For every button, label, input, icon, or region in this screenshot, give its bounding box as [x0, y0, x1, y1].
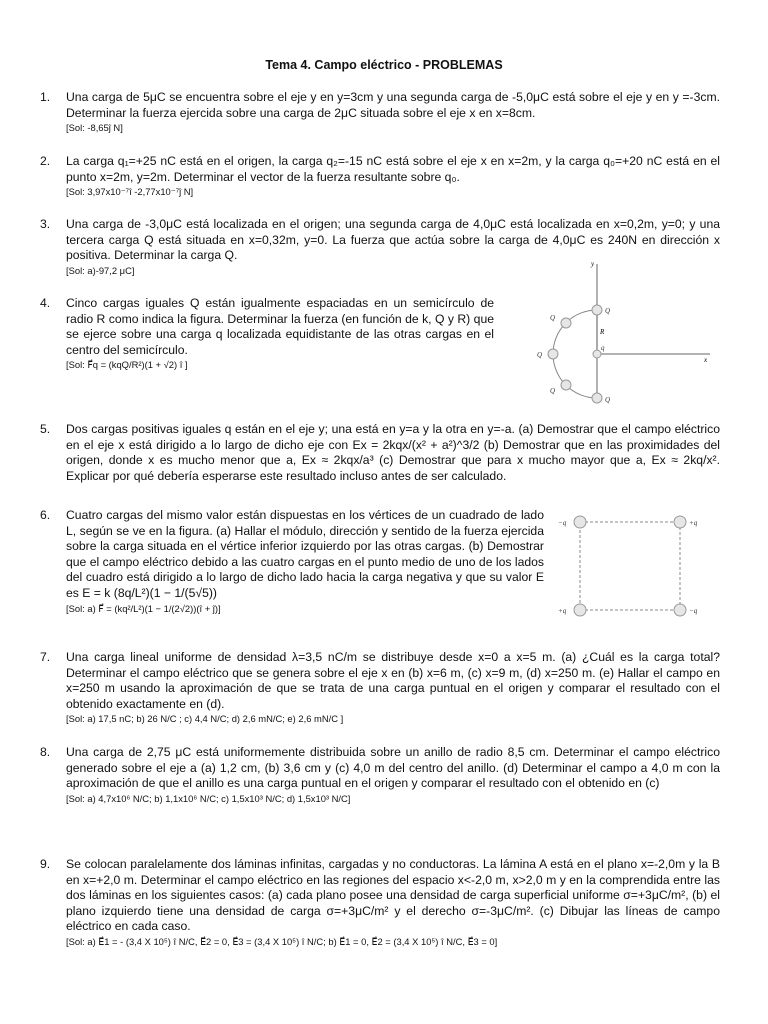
problem-number: 5.	[40, 422, 51, 436]
radius-label: R	[600, 328, 605, 336]
problem-solution: [Sol: a) E⃗1 = - (3,4 X 10⁵) î N/C, E⃗2 = 0, E⃗3 = (3,4 X 10⁵) î N/C; b) E⃗1 = 0, E⃗2 = (3,4 X 10⁵) î N/C, E⃗3 = 0]	[66, 935, 498, 947]
problem-number: 2.	[40, 154, 51, 168]
problem-number: 3.	[40, 217, 51, 231]
problem-text: Cinco cargas iguales Q están igualmente espaciadas en un semicírculo de radio R como indica la figura. Determinar la fuerza (en función de k, Q y R) que se ejerce sobre una carga q localizada equidistante de las otras cargas en el centro del semicírculo.	[66, 296, 494, 357]
charge-label: Q	[605, 396, 611, 404]
problem-2	[40, 154, 720, 198]
x-axis-label: x	[704, 356, 708, 364]
problem-text: Una carga de 5μC se encuentra sobre el eje y en y=3cm y una segunda carga de -5,0μC está sobre el eje y en y =-3cm. Determinar la fuerza ejercida sobre una carga de 2μC situada sobre el eje x en x=8cm.	[66, 90, 720, 120]
charge-label: +q	[558, 607, 567, 615]
center-charge-label: q	[601, 344, 605, 352]
problem-5	[40, 422, 720, 484]
square-outline	[580, 522, 680, 610]
charge-label: Q	[605, 307, 611, 315]
problem-text: Una carga de -3,0μC está localizada en el origen; una segunda carga de 4,0μC está localizada en x=0,2m, y=0; y una tercera carga Q está situada en x=0,32m, y=0. La fuerza que actúa sobre la carga de 4,0μC es 240N en dirección x positiva. Determinar la carga Q.	[66, 217, 720, 263]
charge	[548, 349, 558, 359]
charge-label: Q	[537, 351, 543, 359]
semicircle-charges-figure	[528, 256, 718, 406]
problem-number: 4.	[40, 296, 51, 310]
problem-solution: [Sol: a)-97,2 μC]	[66, 264, 135, 276]
problem-number: 6.	[40, 508, 51, 522]
problem-number: 8.	[40, 745, 51, 759]
problem-number: 1.	[40, 90, 51, 104]
problem-4	[40, 296, 494, 371]
problem-text: Una carga de 2,75 μC está uniformemente distribuida sobre un anillo de radio 8,5 cm. Determinar el campo eléctrico generado sobre el eje a (a) 1,2 cm, (b) 3,6 cm y (c) 4,0 m del centro del anillo. (d) Determinar el campo a 4,0 m con la aproximación de que el anillo es una carga puntual en el origen y comparar el resultado con el obtenido en (c)	[66, 745, 720, 791]
charge	[592, 393, 602, 403]
problem-solution: [Sol: a) 4,7x10⁶ N/C; b) 1,1x10⁶ N/C; c) 1,5x10³ N/C; d) 1,5x10³ N/C]	[66, 792, 351, 804]
center-charge	[593, 350, 601, 358]
problem-9	[40, 857, 720, 948]
problem-solution: [Sol: a) F⃗ = (kq²/L²)(1 − 1/(2√2))(î + ĵ)]	[66, 602, 221, 614]
problem-text: La carga q₁=+25 nC está en el origen, la carga q₂=-15 nC está sobre el eje x en x=2m, y la carga q₀=+20 nC está en el punto x=2m, y=2m. Determinar el vector de la fuerza resultante sobre q₀.	[66, 154, 720, 184]
square-charges-figure	[556, 512, 712, 618]
problem-6	[40, 508, 544, 615]
charge-label: −q	[558, 519, 567, 527]
problem-solution: [Sol: a) 17,5 nC; b) 26 N/C ; c) 4,4 N/C; d) 2,6 mN/C; e) 2,6 mN/C ]	[66, 713, 344, 725]
problem-text: Una carga lineal uniforme de densidad λ=3,5 nC/m se distribuye desde x=0 a x=5 m. (a) ¿Cuál es la carga total? Determinar el campo eléctrico que se genera sobre el eje x en (b) x=6 m, (c) x=9 m, (d) x=250 m. (e) Hallar el campo en x=250 m usando la aproximación de que se trata de una carga puntual en el origen y comparar el resultado con el obtenido exactamente en (d).	[66, 650, 720, 711]
semicircle-arc	[553, 310, 597, 398]
charges	[548, 305, 602, 403]
problem-solution: [Sol: F⃗q = (kqQ/R²)(1 + √2) î ]	[66, 359, 188, 371]
problem-text: Cuatro cargas del mismo valor están dispuestas en los vértices de un cuadrado de lado L, según se ve en la figura. (a) Hallar el módulo, dirección y sentido de la fuerza ejercida sobre la carga situada en el vértice inferior izquierdo por las otras cargas. (b) Demostrar que el campo eléctrico debido a las cuatro cargas en el punto medio de uno de los lados del cuadro está dirigido a lo largo de dicho lado hacia la carga negativa y que su valor E es E = k (8q/L²)(1 − 1/(5√5))	[66, 508, 544, 600]
charge	[574, 516, 586, 528]
problem-1	[40, 90, 720, 134]
problem-8	[40, 745, 720, 805]
charge-label: −q	[689, 607, 698, 615]
problem-solution: [Sol: -8,65ĵ N]	[66, 122, 123, 134]
charge-label: Q	[550, 314, 556, 322]
charge-label: Q	[550, 387, 556, 395]
problem-text: Dos cargas positivas iguales q están en el eje y; una está en y=a y la otra en y=-a. (a) Demostrar que el campo eléctrico en el eje x está dirigido a lo largo de dicho eje con Ex = 2kqx/(x² + a²)^3/2 (b) Demostrar que en las proximidades del origen, donde x es mucho menor que a, Ex ≈ 2kqx/a³ (c) Demostrar que para x mucho mayor que a, Ex ≈ 2kq/x². Explicar por qué debería esperarse este resultado incluso antes de ser calculado.	[66, 422, 720, 483]
charge	[561, 380, 571, 390]
charge	[674, 516, 686, 528]
problem-number: 7.	[40, 650, 51, 664]
charge	[592, 305, 602, 315]
charge-label: +q	[689, 519, 698, 527]
y-axis-label: y	[591, 260, 595, 268]
problem-text: Se colocan paralelamente dos láminas infinitas, cargadas y no conductoras. La lámina A está en el plano x=-2,0m y la B en x=+2,0 m. Determinar el campo eléctrico en las regiones del espacio x<-2,0 m, x>2,0 m y en la comprendida entre las dos láminas en los siguientes casos: (a) cada plano posee una densidad de carga superficial uniforme σ=+3μC/m², (b) el plano izquierdo tiene una densidad de carga σ=+3μC/m² y el derecho σ=-3μC/m². (c) Dibujar las líneas de campo eléctrico en cada caso.	[66, 857, 720, 934]
problem-solution: [Sol: 3,97x10⁻⁷î -2,77x10⁻⁷ĵ N]	[66, 186, 194, 198]
charge	[561, 318, 571, 328]
problem-number: 9.	[40, 857, 51, 871]
problem-7	[40, 650, 720, 725]
charge	[574, 604, 586, 616]
page-title: Tema 4. Campo eléctrico - PROBLEMAS	[265, 58, 503, 72]
charge	[674, 604, 686, 616]
